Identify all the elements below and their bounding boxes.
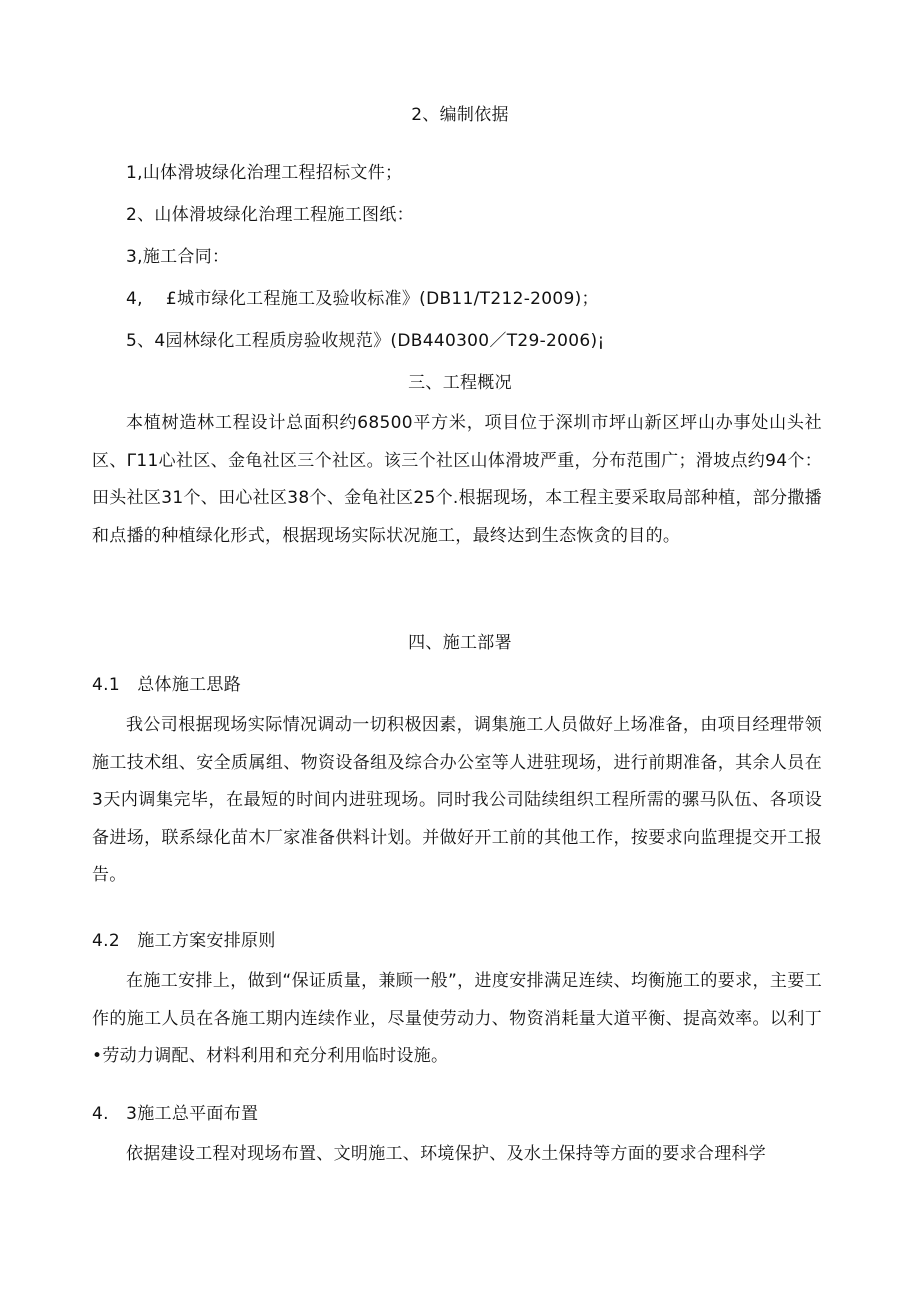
basis-item-3: 3,施工合同： <box>126 247 230 267</box>
subsection-4-1-title: 4.1 总体施工思路 <box>92 675 242 695</box>
subsection-4-2-title: 4.2 施工方案安排原则 <box>92 931 276 951</box>
subsection-4-2-paragraph: 在施工安排上，做到“保证质量，兼顾一般”，进度安排满足连续、均衡施工的要求，主要工作的施工人员在各施工期内连续作业，尽量使劳动力、物资消耗量大道平衡、提高效率。以利丁•劳动力调配、材料利用和充分利用临时设施。 <box>92 971 822 1066</box>
subsection-4-3-paragraph: 依据建设工程对现场布置、文明施工、环境保护、及水土保持等方面的要求合理科学 <box>126 1144 767 1164</box>
basis-item-1: 1,山体滑坡绿化治理工程招标文件； <box>126 163 403 183</box>
section-3-heading: 三、工程概况 <box>408 373 512 393</box>
basis-item-4: 4, £城市绿化工程施工及验收标准》(DB11/T212-2009)； <box>126 289 599 309</box>
section-4-heading: 四、施工部署 <box>408 633 512 653</box>
subsection-4-1-paragraph: 我公司根据现场实际情况调动一切积极因素，调集施工人员做好上场准备，由项目经理带领施工技术组、安全质属组、物资设备组及综合办公室等人进驻现场，进行前期准备，其余人员在3天内调集完毕，在最短的时间内进驻现场。同时我公司陆续组织工程所需的骡马队伍、各项设备进场，联系绿化苗木厂家准备供料计划。并做好开工前的其他工作，按要求向监理提交开工报告。 <box>92 715 822 885</box>
subsection-4-3-title: 4. 3施工总平面布置 <box>92 1104 259 1124</box>
section-2-heading: 2、编制依据 <box>411 105 509 125</box>
project-overview-paragraph: 本植树造林工程设计总面积约68500平方米，项目位于深圳市坪山新区坪山办事处山头社区、Γ11心社区、金龟社区三个社区。该三个社区山体滑坡严重，分布范围广；滑坡点约94个：田头社区31个、田心社区38个、金龟社区25个.根据现场，本工程主要采取局部种植，部分撒播和点播的种植绿化形式，根据现场实际状况施工，最终达到生态恢贪的目的。 <box>92 413 822 546</box>
basis-item-2: 2、山体滑坡绿化治理工程施工图纸： <box>126 205 414 225</box>
basis-item-5: 5、4园林绿化工程质房验收规范》(DB440300／T29-2006)¡ <box>126 331 605 351</box>
